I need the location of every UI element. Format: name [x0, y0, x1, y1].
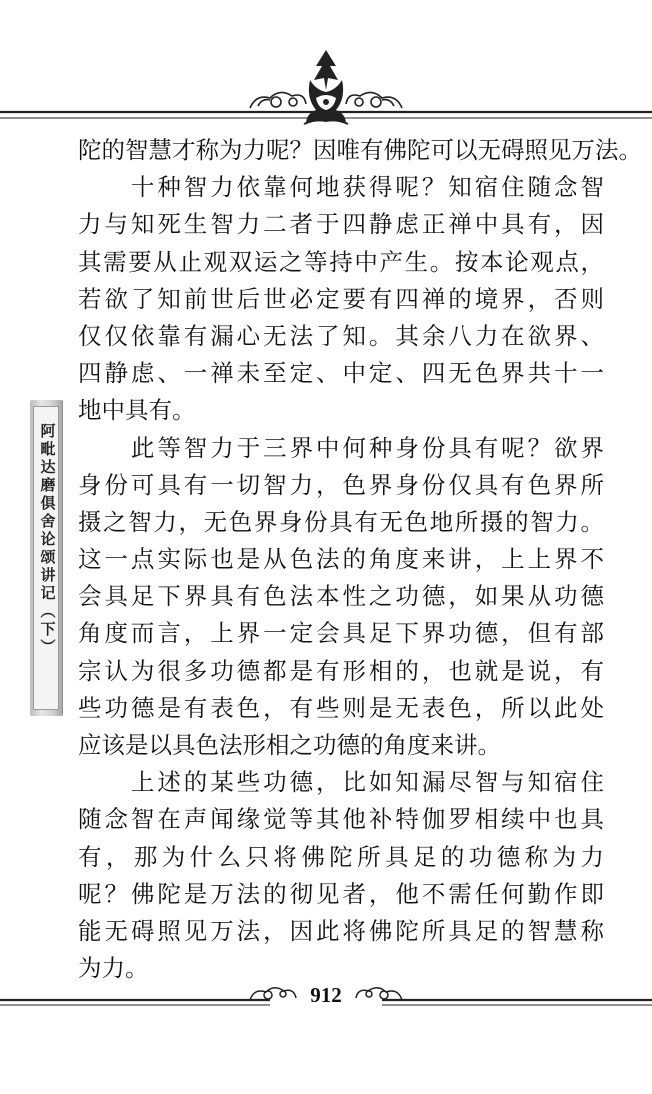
left-cloud-scroll-icon [250, 92, 306, 108]
text-line: 十种智力依靠何地获得呢？知宿住随念智 [78, 173, 604, 202]
text-line: 会具足下界具有色法本性之功德，如果从功德 [78, 582, 604, 611]
text-line: 为力。 [78, 954, 149, 983]
footer-right-cloud-icon [356, 988, 402, 1000]
text-line: 其需要从止观双运之等持中产生。按本论观点， [78, 247, 604, 276]
text-line: 力与知死生智力二者于四静虑正禅中具有，因 [78, 210, 604, 239]
text-line: 随念智在声闻缘觉等其他补特伽罗相续中也具 [78, 805, 604, 834]
right-cloud-scroll-icon [346, 92, 402, 108]
text-line: 这一点实际也是从色法的角度来讲，上上界不 [78, 545, 604, 574]
footer-left-cloud-icon [250, 988, 296, 1000]
body-text [78, 132, 642, 987]
text-line: 身份可具有一切智力，色界身份仅具有色界所 [78, 470, 604, 499]
text-line: 若欲了知前世后世必定要有四禅的境界，否则 [78, 284, 604, 313]
text-line: 有，那为什么只将佛陀所具足的功德称为力 [78, 842, 604, 871]
text-line: 仅仅依靠有漏心无法了知。其余八力在欲界、 [78, 321, 604, 350]
text-line: 地中具有。 [78, 396, 196, 425]
page-number: 912 [310, 983, 342, 1007]
header-ornament [0, 40, 652, 140]
side-book-title: 阿毗达磨俱舍论颂讲记（下） [38, 423, 57, 657]
text-line: 上述的某些功德，比如知漏尽智与知宿住 [78, 768, 604, 797]
side-book-title-tab [30, 400, 62, 716]
text-line: 角度而言，上界一定会具足下界功德，但有部 [78, 619, 604, 648]
text-line: 四静虑、一禅未至定、中定、四无色界共十一 [78, 359, 604, 388]
text-line: 呢？佛陀是万法的彻见者，他不需任何勤作即 [78, 879, 604, 908]
text-line: 宗认为很多功德都是有形相的，也就是说，有 [78, 656, 604, 685]
side-tab-panel [33, 406, 59, 710]
text-line: 摄之智力，无色界身份具有无色地所摄的智力。 [78, 507, 604, 536]
text-line: 能无碍照见万法，因此将佛陀所具足的智慧称 [78, 916, 604, 945]
text-line: 此等智力于三界中何种身份具有呢？欲界 [78, 433, 604, 462]
text-line: 些功德是有表色，有些则是无表色，所以此处 [78, 693, 604, 722]
text-line: 陀的智慧才称为力呢？因唯有佛陀可以无碍照见万法。 [78, 136, 642, 164]
text-line: 应该是以具色法形相之功德的角度来讲。 [78, 731, 501, 759]
